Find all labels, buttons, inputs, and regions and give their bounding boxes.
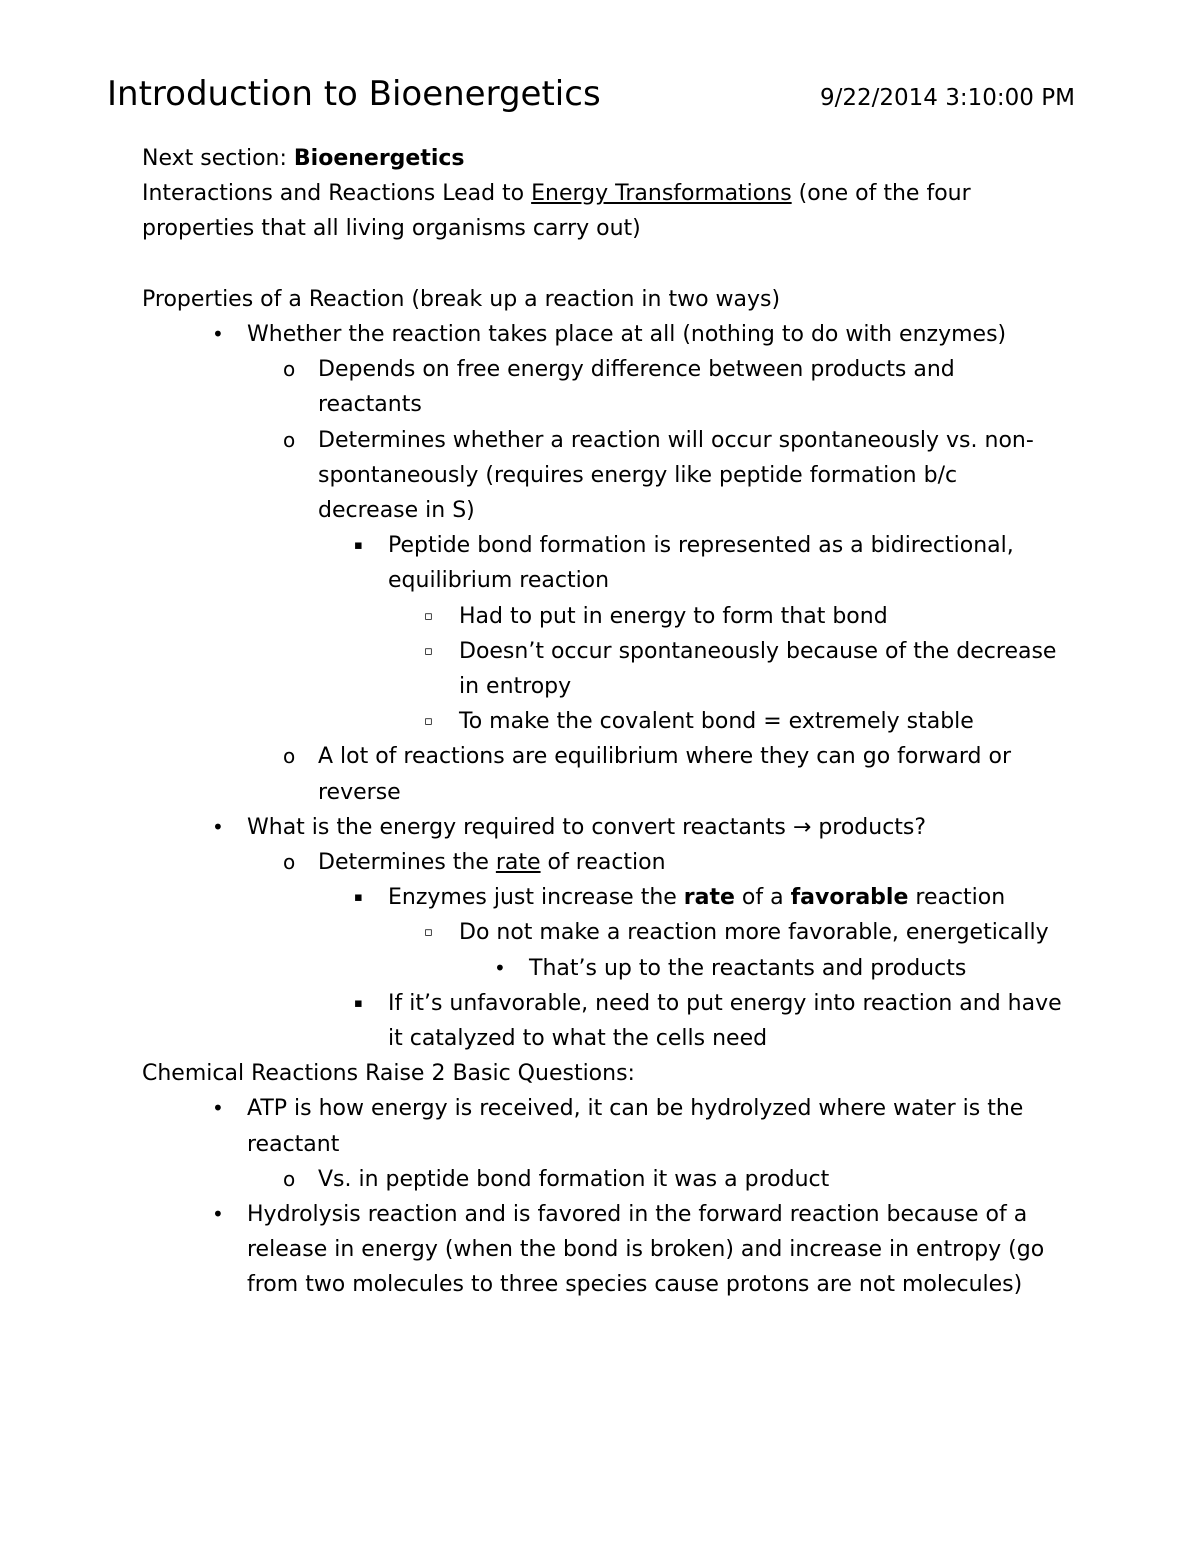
properties-heading: Properties of a Reaction (break up a reaction in two ways) <box>142 286 781 312</box>
page-datetime: 9/22/2014 3:10:00 PM <box>820 85 1075 111</box>
list-item <box>142 423 1062 529</box>
disc-bullet-icon: • <box>212 322 224 346</box>
list-item <box>142 880 1062 915</box>
list-item-text-continued: reaction <box>908 885 1006 911</box>
list-item <box>142 1197 1062 1303</box>
list-item-text: Do not make a reaction more favorable, energetically <box>459 920 1049 946</box>
next-section-label: Next section: <box>142 146 294 171</box>
disc-bullet-icon: • <box>494 955 506 980</box>
disc-bullet-icon: • <box>212 1096 224 1121</box>
circle-bullet-icon: o <box>283 357 296 382</box>
list-item <box>142 739 1062 809</box>
list-item-text: Doesn’t occur spontaneously because of the decrease in entropy <box>459 638 1057 700</box>
list-item-text: Hydrolysis reaction and is favored in the forward reaction because of a release in energy (when the bond is broken) and increase in entropy (go from two molecules to three species cause protons are not molecules) <box>247 1202 1045 1298</box>
disc-bullet-icon: • <box>212 814 224 839</box>
list-item <box>142 1091 1062 1161</box>
favorable-bold-text: favorable <box>790 885 909 911</box>
list-item <box>142 810 1062 845</box>
chemical-heading: Chemical Reactions Raise 2 Basic Questions: <box>142 1061 635 1087</box>
rate-underlined-text: rate <box>495 850 541 876</box>
list-item-text: Had to put in energy to form that bond <box>459 603 888 629</box>
circle-bullet-icon: o <box>283 1166 296 1191</box>
list-item-text: To make the covalent bond = extremely stable <box>459 709 974 735</box>
hollow-square-bullet-icon: ▫ <box>424 608 433 624</box>
list-item-text-continued: of reaction <box>540 850 666 876</box>
list-item-text: What is the energy required to convert reactants → products? <box>247 814 927 840</box>
square-bullet-icon: ▪ <box>354 890 363 906</box>
circle-bullet-icon: o <box>283 427 296 452</box>
list-item <box>142 1162 1062 1197</box>
list-item <box>142 317 1062 352</box>
circle-bullet-icon: o <box>283 850 296 875</box>
hollow-square-bullet-icon: ▫ <box>424 714 433 730</box>
disc-bullet-icon: • <box>212 1202 224 1227</box>
list-item-text: Determines the <box>318 850 496 876</box>
list-item <box>142 634 1062 704</box>
list-item <box>142 915 1062 950</box>
list-item <box>142 352 1062 422</box>
list-item-text: Determines whether a reaction will occur spontaneously vs. non-spontaneously (requires energy like peptide formation b/c decrease in S) <box>318 427 1034 524</box>
list-item-text: Depends on free energy difference between products and reactants <box>318 357 955 418</box>
list-item-text: Peptide bond formation is represented as a bidirectional, equilibrium reaction <box>388 533 1014 594</box>
blank-line <box>142 247 1062 282</box>
list-item-text: If it’s unfavorable, need to put energy into reaction and have it catalyzed to what the cells need <box>388 990 1062 1052</box>
page-title: Introduction to Bioenergetics <box>107 74 601 114</box>
list-item-text-mid: of a <box>734 885 791 911</box>
list-item-text: A lot of reactions are equilibrium where they can go forward or reverse <box>318 744 1011 805</box>
list-item-text: Vs. in peptide bond formation it was a product <box>318 1166 830 1192</box>
square-bullet-icon: ▪ <box>354 538 363 554</box>
properties-list <box>142 317 1062 1056</box>
list-item-text: That’s up to the reactants and products <box>529 955 967 981</box>
list-item <box>142 986 1062 1056</box>
energy-transformations-text: Energy Transformations <box>531 181 792 207</box>
next-section-value: Bioenergetics <box>293 146 465 171</box>
circle-bullet-icon: o <box>283 744 296 769</box>
list-item-text: ATP is how energy is received, it can be hydrolyzed where water is the reactant <box>247 1096 1024 1157</box>
square-bullet-icon: ▪ <box>354 995 363 1011</box>
hollow-square-bullet-icon: ▫ <box>424 643 433 659</box>
list-item <box>142 599 1062 634</box>
chemical-list <box>142 1091 1062 1302</box>
intro-line <box>142 176 1062 246</box>
note-body <box>142 141 1062 1303</box>
hollow-square-bullet-icon: ▫ <box>424 925 433 941</box>
rate-bold-text: rate <box>683 885 735 911</box>
intro-text-continued: (one of the four properties that all living organisms carry out) <box>142 181 971 242</box>
list-item <box>142 528 1062 598</box>
list-item <box>142 951 1062 986</box>
list-item <box>142 704 1062 739</box>
list-item <box>142 845 1062 880</box>
list-item-text: Whether the reaction takes place at all (nothing to do with enzymes) <box>247 322 1007 347</box>
intro-text: Interactions and Reactions Lead to <box>142 181 532 207</box>
next-section-line <box>142 141 1062 176</box>
list-item-text: Enzymes just increase the <box>388 885 684 911</box>
